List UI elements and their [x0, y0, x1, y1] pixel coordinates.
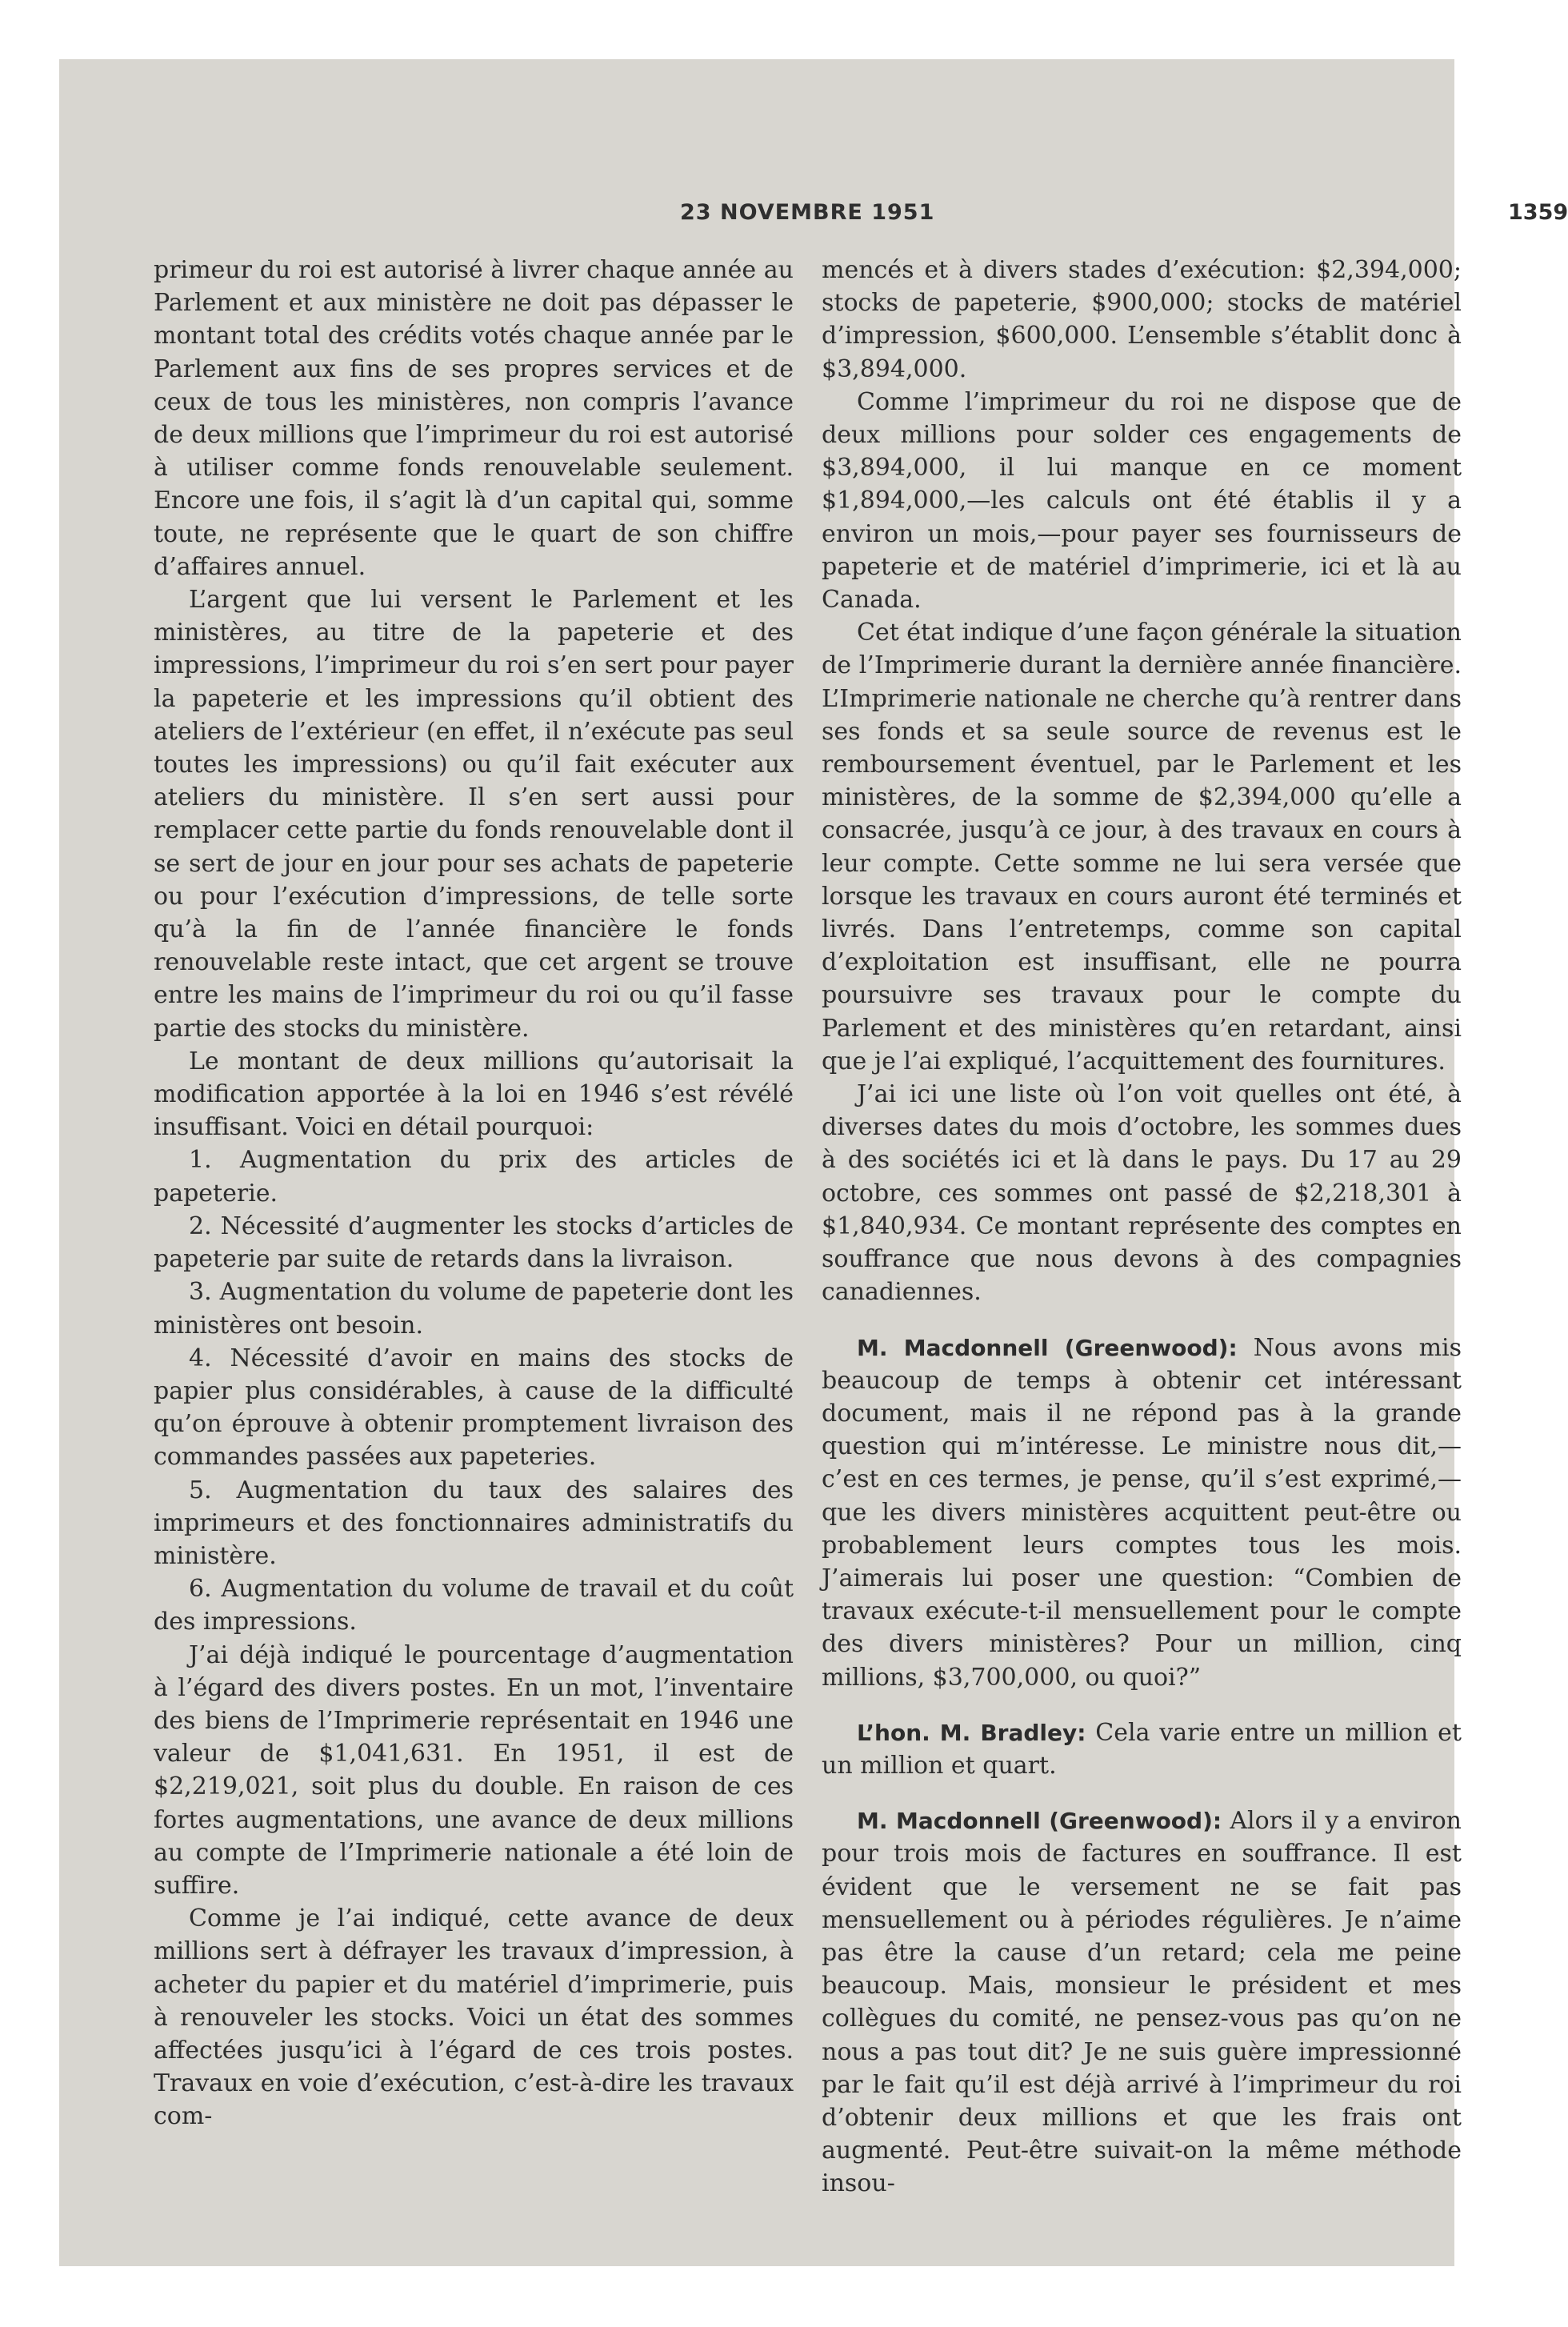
speech-text: Alors il y a environ pour trois mois de factures en souffrance. Il est évident que le versement ne se fait pas mensuellement ou à périodes régulières. Je n’aime pas être la cause d’un retard; cela me peine beaucoup. Mais, monsieur le président et mes collègues du comité, ne pensez-vous pas qu’on ne nous a pas tout dit? Je ne suis guère impressionné par le fait qu’il est déjà arrivé à l’imprimeur du roi d’obtenir deux millions et que les frais ont augmenté. Peut-être suivait-on la même méthode insou-	[822, 1807, 1462, 2198]
paragraph: Le montant de deux millions qu’autorisait la modification apportée à la loi en 1946 s’est révélé insuffisant. Voici en détail pourquoi:	[154, 1047, 794, 1142]
list-item: 5. Augmentation du taux des salaires des imprimeurs et des fonctionnaires administratifs du ministère.	[154, 1476, 794, 1570]
left-column	[154, 254, 794, 2133]
speech-text: Cela varie entre un million et un million et quart.	[822, 1718, 1462, 1780]
paragraph: Comme l’imprimeur du roi ne dispose que de deux millions pour solder ces engagements de $3,894,000, il lui manque en ce moment $1,894,000,—les calculs ont été établis il y a environ un mois,—pour payer ses fournisseurs de papeterie et de matériel d’imprimerie, ici et là au Canada.	[822, 387, 1462, 615]
running-header	[154, 200, 1568, 232]
list-item: 3. Augmentation du volume de papeterie dont les ministères ont besoin.	[154, 1278, 794, 1340]
speech	[822, 1804, 1462, 2200]
right-column	[822, 254, 1462, 2201]
page-number: 1359	[1508, 200, 1568, 225]
paragraph: mencés et à divers stades d’exécution: $2,394,000; stocks de papeterie, $900,000; stocks de matériel d’impression, $600,000. L’ensemble s’établit donc à $3,894,000.	[822, 256, 1462, 383]
paragraph: J’ai déjà indiqué le pourcentage d’augmentation à l’égard des divers postes. En un mot, l’inventaire des biens de l’Imprimerie représentait en 1946 une valeur de $1,041,631. En 1951, il est de $2,219,021, soit plus du double. En raison de ces fortes augmentations, une avance de deux millions au compte de l’Imprimerie nationale a été loin de suffire.	[154, 1640, 794, 1900]
list-item: 1. Augmentation du prix des articles de papeterie.	[154, 1146, 794, 1208]
speech-text: Nous avons mis beaucoup de temps à obtenir cet intéressant document, mais il ne répond pas à la grande question qui m’intéresse. Le ministre nous dit,—c’est en ces termes, je pense, qu’il s’est exprimé,—que les divers ministères acquittent peut-être ou probablement leurs comptes tous les mois. J’aimerais lui poser une question: “Combien de travaux exécute-t-il mensuellement pour le compte des divers ministères? Pour un million, cinq millions, $3,700,000, ou quoi?”	[822, 1333, 1462, 1692]
speaker-name: M. Macdonnell (Greenwood):	[857, 1334, 1238, 1361]
speech	[822, 1716, 1462, 1782]
paragraph: L’argent que lui versent le Parlement et les ministères, au titre de la papeterie et des impressions, l’imprimeur du roi s’en sert pour payer la papeterie et les impressions qu’il obtient des ateliers de l’extérieur (en effet, il n’exécute pas seul toutes les impressions) ou qu’il fait exécuter aux ateliers du ministère. Il s’en sert aussi pour remplacer cette partie du fonds renouvelable dont il se sert de jour en jour pour ses achats de papeterie ou pour l’exécution d’impressions, de telle sorte qu’à la fin de l’année financière le fonds renouvelable reste intact, que cet argent se trouve entre les mains de l’imprimeur du roi ou qu’il fasse partie des stocks du ministère.	[154, 586, 794, 1043]
speaker-name: L’hon. M. Bradley:	[857, 1719, 1086, 1746]
paragraph: Cet état indique d’une façon générale la situation de l’Imprimerie durant la dernière année financière. L’Imprimerie nationale ne cherche qu’à rentrer dans ses fonds et sa seule source de revenus est le remboursement éventuel, par le Parlement et les ministères, de la somme de $2,394,000 qu’elle a consacrée, jusqu’à ce jour, à des travaux en cours à leur compte. Cette somme ne lui sera versée que lorsque les travaux en cours auront été terminés et livrés. Dans l’entretemps, comme son capital d’exploitation est insuffisant, elle ne pourra poursuivre ses travaux pour le compte du Parlement et des ministères qu’en retardant, ainsi que je l’ai expliqué, l’acquittement des fournitures.	[822, 619, 1462, 1075]
paragraph: J’ai ici une liste où l’on voit quelles ont été, à diverses dates du mois d’octobre, les sommes dues à des sociétés ici et là dans le pays. Du 17 au 29 octobre, ces sommes ont passé de $2,218,301 à $1,840,934. Ce montant représente des comptes en souffrance que nous devons à des compagnies canadiennes.	[822, 1080, 1462, 1307]
paragraph: Comme je l’ai indiqué, cette avance de deux millions sert à défrayer les travaux d’impression, à acheter du papier et du matériel d’imprimerie, puis à renouveler les stocks. Voici un état des sommes affectées jusqu’ici à l’égard de ces trois postes. Travaux en voie d’exécution, c’est-à-dire les travaux com-	[154, 1904, 794, 2131]
header-date: 23 NOVEMBRE 1951	[680, 200, 935, 225]
list-item: 4. Nécessité d’avoir en mains des stocks de papier plus considérables, à cause de la difficulté qu’on éprouve à obtenir promptement livraison des commandes passées aux papeteries.	[154, 1344, 794, 1472]
list-item: 6. Augmentation du volume de travail et du coût des impressions.	[154, 1575, 794, 1636]
speech	[822, 1332, 1462, 1694]
list-item: 2. Nécessité d’augmenter les stocks d’articles de papeterie par suite de retards dans la livraison.	[154, 1212, 794, 1274]
speaker-name: M. Macdonnell (Greenwood):	[857, 1808, 1222, 1835]
scanned-page	[59, 59, 1568, 2266]
paragraph: primeur du roi est autorisé à livrer chaque année au Parlement et aux ministère ne doit pas dépasser le montant total des crédits votés chaque année par le Parlement aux fins de ses propres services et de ceux de tous les ministères, non compris l’avance de deux millions que l’imprimeur du roi est autorisé à utiliser comme fonds renouvelable seulement. Encore une fois, il s’agit là d’un capital qui, somme toute, ne représente que le quart de son chiffre d’affaires annuel.	[154, 256, 794, 581]
